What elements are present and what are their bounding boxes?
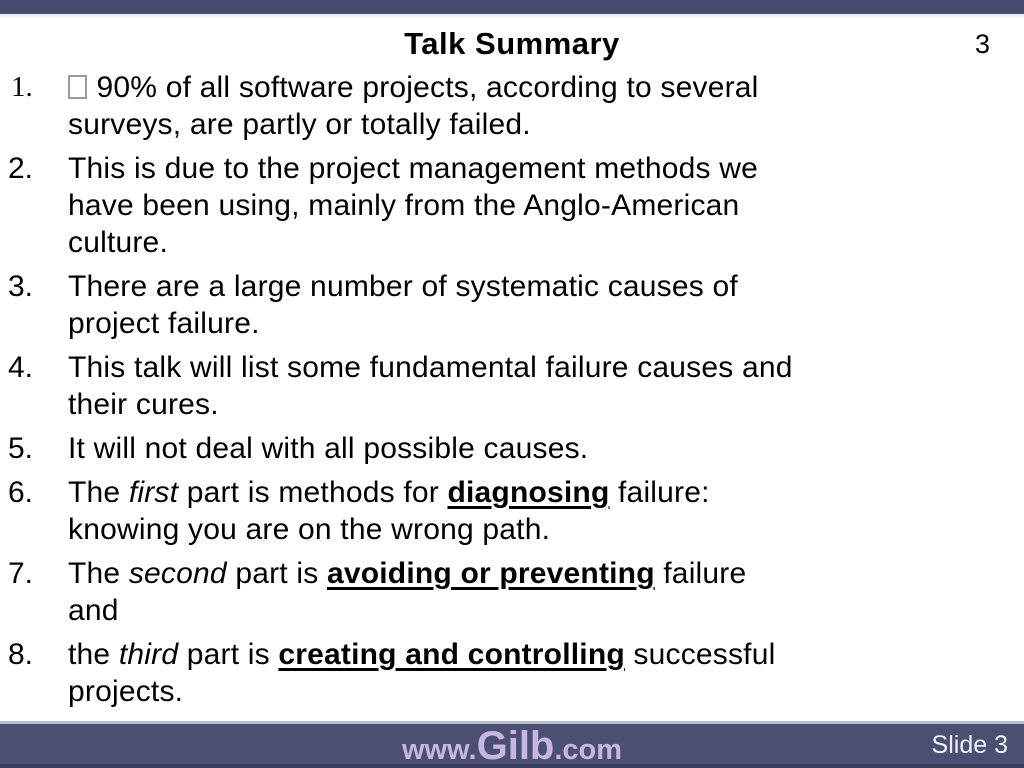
list-item [0, 69, 1024, 143]
top-bar-edge [0, 14, 1024, 17]
website-suffix: .com [554, 734, 623, 766]
text-segment: first [128, 476, 179, 509]
missing-glyph-box-icon [68, 75, 87, 99]
list-item-text [68, 268, 1024, 342]
text-segment: avoiding or preventing [326, 557, 655, 590]
list-item-number: 8. [8, 638, 34, 671]
list-item-text [68, 474, 1024, 548]
text-segment: failure: knowing you are on the wrong path. [68, 476, 710, 546]
list-item [0, 474, 1024, 548]
page-number: 3 [974, 29, 990, 59]
list-item-text [68, 150, 1024, 261]
list-item [0, 349, 1024, 423]
text-segment: second [128, 557, 227, 590]
text-segment: creating and controlling [278, 638, 625, 671]
text-segment: failure and [68, 557, 747, 627]
list-item-number: 6. [8, 476, 34, 509]
text-segment: diagnosing [447, 476, 610, 509]
list-item-text [68, 430, 1024, 467]
text-segment: This talk will list some fundamental failure causes and their cures. [68, 351, 793, 421]
title-row [0, 24, 1024, 64]
text-segment: 90% of all software projects, according to several surveys, are partly or totally failed. [68, 71, 759, 141]
list-item-number: 7. [8, 557, 34, 590]
text-segment: the [68, 638, 119, 671]
top-bar [0, 0, 1024, 14]
list-item-number: 1. [11, 71, 33, 103]
list-item [0, 430, 1024, 467]
list-item-text [68, 349, 1024, 423]
list-item [0, 268, 1024, 342]
list-item-number: 2. [8, 152, 34, 185]
footer-bottom-strip [0, 764, 1024, 768]
website-link[interactable] [0, 726, 1024, 766]
text-segment: part is methods for [178, 476, 448, 509]
website-name: Gilb [476, 724, 555, 768]
list-item-text [68, 69, 1024, 143]
footer-bar [0, 721, 1024, 768]
text-segment: The [68, 476, 129, 509]
website-prefix: www. [401, 734, 477, 766]
slide-title: Talk Summary [404, 26, 620, 61]
list-item [0, 555, 1024, 629]
list-item [0, 150, 1024, 261]
talk-summary-list [0, 69, 1024, 710]
text-segment: It will not deal with all possible causes. [68, 432, 589, 465]
text-segment: successful projects. [68, 638, 776, 708]
text-segment: part is [178, 638, 279, 671]
list-item-number: 3. [8, 270, 34, 303]
slide-number-label: Slide 3 [931, 731, 1008, 759]
text-segment: There are a large number of systematic causes of project failure. [68, 270, 738, 340]
list-item-number: 5. [8, 432, 34, 465]
list-item [0, 636, 1024, 710]
text-segment: part is [226, 557, 327, 590]
text-segment: This is due to the project management methods we have been using, mainly from the Anglo-American culture. [68, 152, 758, 259]
text-segment: The [68, 557, 129, 590]
text-segment: third [118, 638, 179, 671]
list-item-text [68, 636, 1024, 710]
list-item-number: 4. [8, 351, 34, 384]
list-item-text [68, 555, 1024, 629]
